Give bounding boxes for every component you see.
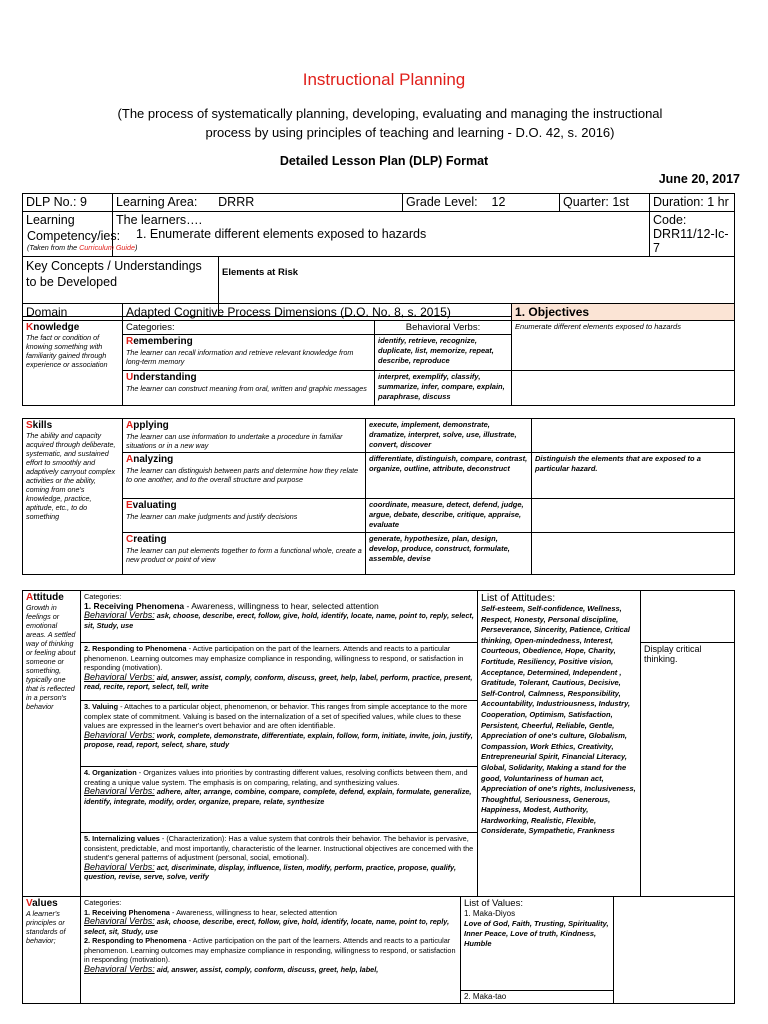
values-item-2: 2. Maka-tao: [461, 991, 614, 1004]
understanding-category: Understanding The learner can construct meaning from oral, written and graphic messages: [123, 371, 375, 406]
analyzing-verbs: differentiate, distinguish, compare, contrast, organize, outline, attribute, deconstruct: [366, 453, 532, 499]
learning-area: Learning Area: DRRR: [113, 194, 403, 212]
remembering-verbs: identify, retrieve, recognize, duplicate, list, memorize, repeat, describe, reproduce: [375, 335, 512, 371]
applying-verbs: execute, implement, demonstrate, dramatize, interpret, solve, use, illustrate, convert, discover: [366, 419, 532, 453]
page-subtitle: [60, 104, 720, 142]
attitude-level-2: 2. Responding to Phenomena - Active participation on the part of the learners. Attends and reacts to a particular phenomenon. Learning outcomes may emphasize compliance in responding, willingness to respond, or satisfaction in responding (motivation). Behavioral Verbs: aid, answer, assist, comply, conform, discuss, greet, help, label, perform, practice, present, read, recite, report, select, tell, write: [81, 643, 478, 701]
values-list: List of Values: 1. Maka-Diyos Love of God, Faith, Trusting, Spirituality, Inner Peace, Love of truth, Kindness, Humble: [461, 897, 614, 991]
competency-extra: [27, 229, 197, 252]
attitude-objective: Display critical thinking.: [641, 643, 735, 897]
attitude-objective-top: [641, 591, 735, 643]
values-table: [22, 896, 735, 1004]
knowledge-domain: Knowledge The fact or condition of knowing something with familiarity gained through experience or association: [23, 321, 123, 406]
learners-text: The learners….: [116, 213, 203, 227]
page-title: Instructional Planning: [302, 70, 466, 89]
understanding-objective: [512, 371, 735, 406]
analyzing-category: Analyzing The learner can distinguish between parts and determine how they relate to one another, and to the overall structure and purpose: [123, 453, 366, 499]
attitude-list: List of Attitudes: Self-esteem, Self-confidence, Wellness, Respect, Honesty, Personal discipline, Perseverance, Sincerity, Patience, Critical thinking, Open-mindedness, Interest, Courteous, Obedience, Hope, Charity, Fortitude, Resiliency, Positive vision, Acceptance, Determined, Independent , Gratitude, Tolerant, Cautious, Decisive, Self-Control, Calmness, Responsibility, Accountability, Industriousness, Industry, Cooperation, Optimism, Satisfaction, Persistent, Cheerful, Reliable, Gentle, Appreciation of one's culture, Globalism, Compassion, Work Ethics, Creativity, Entrepreneurial Spirit, Financial Literacy, Global, Solidarity, Making a stand for the good, Voluntariness of human act, Appreciation of one's rights, Inclusiveness, Thoughtful, Seriousness, Generous, Happiness, Modest, Authority, Hardworking, Realistic, Flexible, Considerate, Sympathetic, Frankness: [478, 591, 641, 897]
creating-verbs: generate, hypothesize, plan, design, develop, produce, construct, formulate, assemble, devise: [366, 533, 532, 575]
attitude-level-5: 5. Internalizing values - (Characterization): Has a value system that controls their behavior. The behavior is pervasive, consistent, predictable, and most importantly, characteristic of the learner. Instructional objectives are concerned with the student's general patterns of adjustment (personal, social, emotional). Behavioral Verbs: act, discriminate, display, influence, listen, modify, perform, practice, propose, qualify, question, revise, serve, solve, verify: [81, 833, 478, 897]
quarter: Quarter: 1st: [560, 194, 650, 212]
adapted-header: Adapted Cognitive Process Dimensions (D.O. No. 8, s. 2015): [123, 304, 512, 321]
objectives-header: 1. Objectives: [512, 304, 735, 321]
applying-objective: [532, 419, 735, 453]
evaluating-objective: [532, 499, 735, 533]
values-domain: Values A learner's principles or standards of behavior;: [23, 897, 81, 1004]
subtitle-line-1: (The process of systematically planning, developing, evaluating and managing the instructional: [117, 106, 663, 121]
verbs-label: Behavioral Verbs:: [375, 321, 512, 335]
competency-code: DRR11/12-Ic-7: [653, 227, 729, 255]
competency-label-2: Competency/ies:: [27, 229, 121, 243]
competency-item: 1. Enumerate different elements exposed to hazards: [136, 227, 427, 241]
curriculum-note: (Taken from the Curriculum Guide): [27, 243, 138, 252]
domain-header: Domain: [23, 304, 123, 321]
categories-label: Categories:: [123, 321, 375, 335]
creating-objective: [532, 533, 735, 575]
understanding-verbs: interpret, exemplify, classify, summarize, infer, compare, explain, paraphrase, discuss: [375, 371, 512, 406]
info-table: [22, 193, 735, 317]
key-concepts-value: Elements at Risk: [219, 257, 735, 317]
lesson-date: June 20, 2017: [658, 172, 740, 186]
applying-category: Applying The learner can use information to undertake a procedure in familiar situations or in a new way: [123, 419, 366, 453]
competency-label: Learning: [23, 212, 113, 257]
analyzing-objective: Distinguish the elements that are exposed to a particular hazard.: [532, 453, 735, 499]
values-levels: Categories: 1. Receiving Phenomena - Awareness, willingness to hear, selected attention Behavioral Verbs: ask, choose, describe, erect, follow, give, hold, identify, locate, name, point to, reply, select, sit, Study, use 2. Responding to Phenomena - Active participation on the part of the learners. Attends and reacts to a particular phenomenon. Learning outcomes may emphasize compliance in responding, willingness to respond, or satisfaction in responding (motivation). Behavioral Verbs: aid, answer, assist, comply, conform, discuss, greet, help, label,: [81, 897, 461, 1004]
evaluating-category: Evaluating The learner can make judgments and justify decisions: [123, 499, 366, 533]
code-cell: Code: DRR11/12-Ic-7: [650, 212, 735, 257]
dlp-number: DLP No.: 9: [23, 194, 113, 212]
attitude-level-4: 4. Organization - Organizes values into priorities by contrasting different values, resolving conflicts between them, and creating a unique value system. The emphasis is on comparing, relating, and synthesizing values. Behavioral Verbs: adhere, alter, arrange, combine, compare, complete, defend, explain, formulate, generalize, identify, integrate, modify, order, organize, prepare, relate, synthesize: [81, 767, 478, 833]
key-concepts-label: Key Concepts / Understandings to be Developed: [23, 257, 219, 317]
attitude-domain: Attitude Growth in feelings or emotional areas. A settled way of thinking or feeling about someone or something, typically one that is reflected in a person's behavior: [23, 591, 81, 897]
skills-table: [22, 418, 735, 575]
evaluating-verbs: coordinate, measure, detect, defend, judge, argue, debate, describe, critique, appraise, evaluate: [366, 499, 532, 533]
cognitive-table: [22, 303, 735, 406]
attitude-table: [22, 590, 735, 897]
subtitle-line-2: process by using principles of teaching and learning - D.O. 42, s. 2016): [205, 125, 615, 140]
duration: Duration: 1 hr: [650, 194, 735, 212]
remembering-category: Remembering The learner can recall information and retrieve relevant knowledge from long-term memory: [123, 335, 375, 371]
attitude-level-3: 3. Valuing - Attaches to a particular object, phenomenon, or behavior. This ranges from simple acceptance to the more complex state of commitment. Valuing is based on the internalization of a set of specified values, while clues to these values are expressed in the learner's overt behavior and are often identifiable. Behavioral Verbs: work, complete, demonstrate, differentiate, explain, follow, form, initiate, invite, join, justify, propose, read, report, select, share, study: [81, 701, 478, 767]
grade-level: Grade Level: 12: [403, 194, 560, 212]
skills-domain: Skills The ability and capacity acquired through deliberate, systematic, and sustained effort to smoothly and adaptively carryout complex activities or the ability, coming from one's knowledge, practice, aptitude, etc., to do something: [23, 419, 123, 575]
attitude-level-1: Categories: 1. Receiving Phenomena - Awareness, willingness to hear, selected attention Behavioral Verbs: ask, choose, describe, erect, follow, give, hold, identify, locate, name, point to, reply, select, sit, Study, use: [81, 591, 478, 643]
format-title: Detailed Lesson Plan (DLP) Format: [279, 154, 489, 168]
values-objective: [614, 897, 735, 1004]
creating-category: Creating The learner can put elements together to form a functional whole, create a new product or point of view: [123, 533, 366, 575]
remembering-objective: Enumerate different elements exposed to hazards: [512, 321, 735, 371]
